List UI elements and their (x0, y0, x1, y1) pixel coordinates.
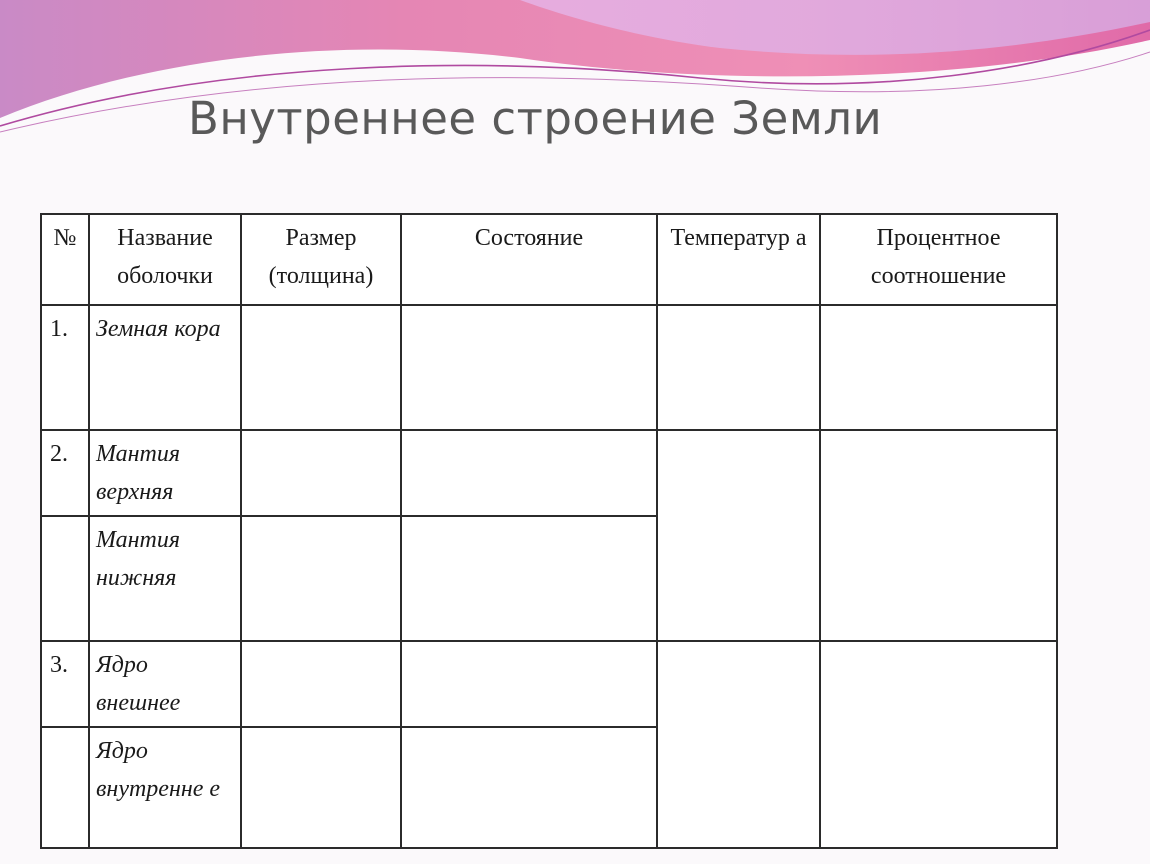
slide-title: Внутреннее строение Земли (188, 92, 883, 145)
row-number: 2. (41, 430, 89, 516)
header-temperature: Температур а (657, 214, 820, 305)
size-cell[interactable] (241, 516, 401, 641)
state-cell[interactable] (401, 516, 657, 641)
header-size: Размер (толщина) (241, 214, 401, 305)
earth-structure-table (40, 213, 1058, 849)
header-name: Название оболочки (89, 214, 241, 305)
size-cell[interactable] (241, 727, 401, 848)
row-number: 3. (41, 641, 89, 727)
shell-name: Земная кора (89, 305, 241, 430)
shell-name: Ядро внешнее (89, 641, 241, 727)
size-cell[interactable] (241, 305, 401, 430)
state-cell[interactable] (401, 727, 657, 848)
temperature-cell[interactable] (657, 641, 820, 848)
state-cell[interactable] (401, 305, 657, 430)
temperature-cell[interactable] (657, 430, 820, 641)
shell-name: Мантия верхняя (89, 430, 241, 516)
percent-cell[interactable] (820, 305, 1057, 430)
table-row (41, 305, 1057, 430)
table-row (41, 641, 1057, 727)
row-number: 1. (41, 305, 89, 430)
header-state: Состояние (401, 214, 657, 305)
state-cell[interactable] (401, 641, 657, 727)
percent-cell[interactable] (820, 430, 1057, 641)
header-row (41, 214, 1057, 305)
percent-cell[interactable] (820, 641, 1057, 848)
shell-name: Мантия нижняя (89, 516, 241, 641)
row-number (41, 727, 89, 848)
size-cell[interactable] (241, 641, 401, 727)
shell-name: Ядро внутренне е (89, 727, 241, 848)
table-row (41, 430, 1057, 516)
size-cell[interactable] (241, 430, 401, 516)
state-cell[interactable] (401, 430, 657, 516)
header-percent: Процентное соотношение (820, 214, 1057, 305)
row-number (41, 516, 89, 641)
temperature-cell[interactable] (657, 305, 820, 430)
header-num: № (41, 214, 89, 305)
